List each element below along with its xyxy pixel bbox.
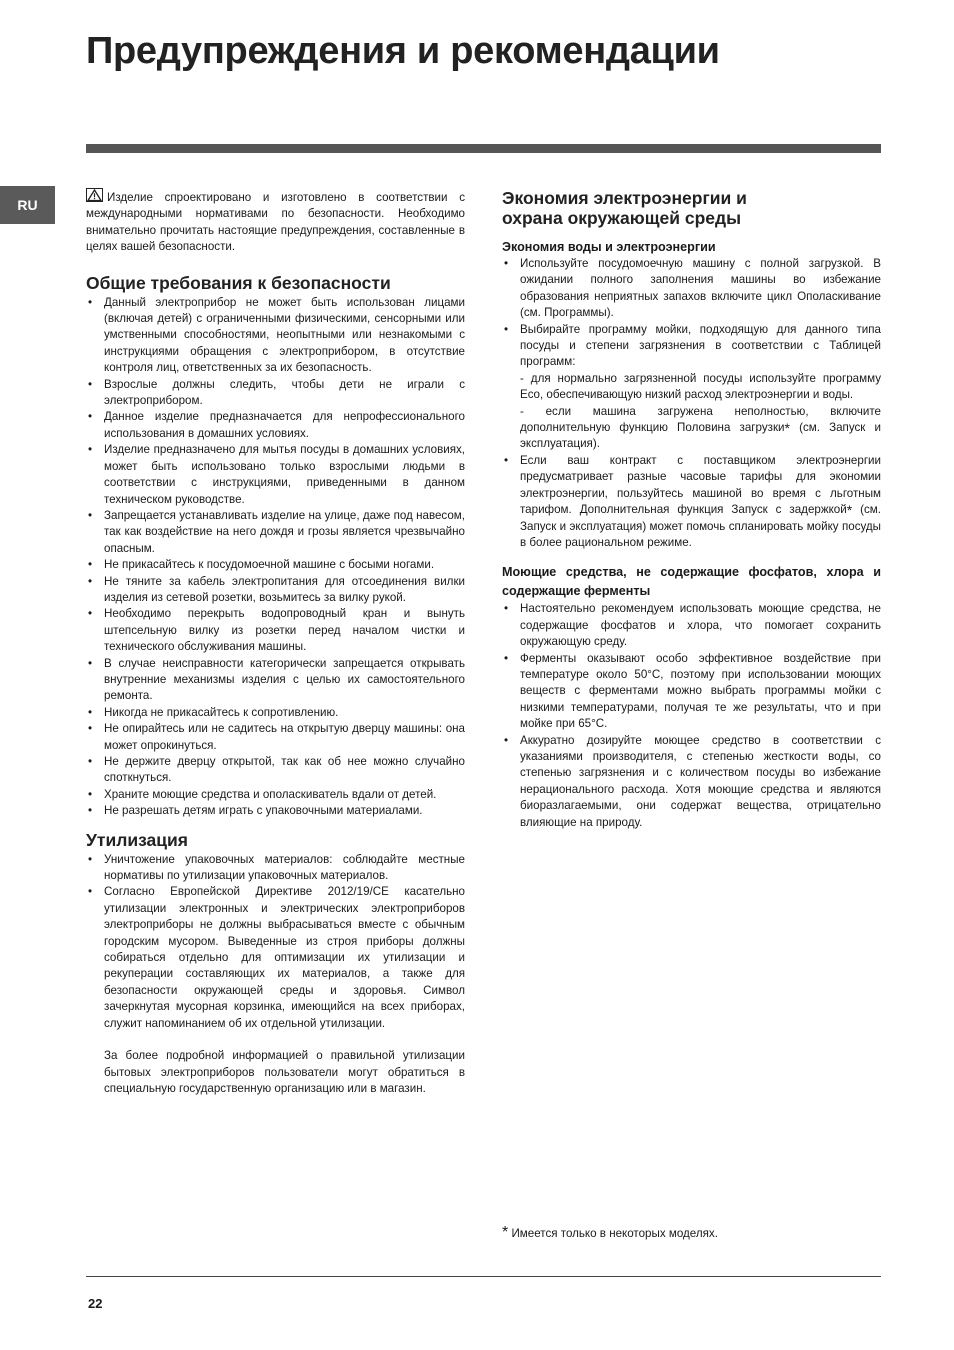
half-load-text: - если машина загружена неполностью, включите дополнительную функцию Половина загрузки <box>520 404 881 435</box>
disposal-item: • Согласно Европейской Директиве 2012/19/CE касательно утилизации электронных и электрических электроприборов электроприборы не должны выбрасываться вместе с обычным городским мусором. Выведенные из строя приборы должны собираться отдельно для оптимизации их утилизации и рекуперации составляющих их материалов, а также для безопасности окружающей среды и здоровья. Символ зачеркнутая мусорная корзинка, имеющийся на всех приборах, служит напоминанием об их отдельной утилизации. <box>86 884 465 1032</box>
safety-item: • Не опирайтесь или не садитесь на открытую дверцу машины: она может опрокинуться. <box>86 721 465 754</box>
water-item-sub <box>520 404 881 453</box>
safety-heading: Общие требования к безопасности <box>86 272 391 293</box>
asterisk-mark: * <box>784 420 790 437</box>
intro-text: Изделие спроектировано и изготовлено в соответствии с международными нормативами по безопасности. Необходимо внимательно прочитать настоящие предупреждения, составленные в целях вашей безопасности. <box>86 191 465 254</box>
header-rule <box>86 144 881 153</box>
language-tab: RU <box>0 186 55 224</box>
safety-item: • Не прикасайтесь к посудомоечной машине с босыми ногами. <box>86 557 465 573</box>
footnote-asterisk: * <box>502 1224 509 1241</box>
safety-item: • Храните моющие средства и ополаскиватель вдали от детей. <box>86 787 465 803</box>
water-list <box>502 256 881 551</box>
disposal-item: • Уничтожение упаковочных материалов: соблюдайте местные нормативы по утилизации упаковочных материалов. <box>86 852 465 885</box>
safety-item: • Данное изделие предназначается для непрофессионального использования в домашних условиях. <box>86 409 465 442</box>
safety-item: • Необходимо перекрыть водопроводный кран и вынуть штепсельную вилку из розетки перед началом чистки и технического обслуживания машины. <box>86 606 465 655</box>
safety-item: • Запрещается устанавливать изделие на улице, даже под навесом, так как воздействие на него дождя и грозы является чрезвычайно опасным. <box>86 508 465 557</box>
detergents-heading: Моющие средства, не содержащие фосфатов, хлора и содержащие ферменты <box>502 565 881 599</box>
water-item-main: Выбирайте программу мойки, подходящую для данного типа посуды и степени загрязнения в соответствии с Таблицей программ: <box>520 322 881 369</box>
safety-list <box>86 295 465 820</box>
half-load-ref: (см. Запуск и эксплуатация). <box>520 421 881 451</box>
page-title: Предупреждения и рекомендации <box>86 30 720 72</box>
safety-item: • Изделие предназначено для мытья посуды в домашних условиях, может быть использовано только взрослыми людьми в соответствии с инструкциями, приведенными в данном техническом руководстве. <box>86 442 465 508</box>
footnote-text: Имеется только в некоторых моделях. <box>511 1227 718 1240</box>
water-item <box>502 322 881 453</box>
footer-rule <box>86 1276 881 1277</box>
safety-item: • Взрослые должны следить, чтобы дети не играли с электроприбором. <box>86 377 465 410</box>
warning-icon <box>86 188 103 202</box>
detergents-list <box>502 601 881 831</box>
asterisk-mark: * <box>846 502 853 519</box>
detergents-item: • Настоятельно рекомендуем использовать моющие средства, не содержащие фосфатов и хлора, что помогает сохранить окружающую среду. <box>502 601 881 650</box>
disposal-extra: За более подробной информацией о правильной утилизации бытовых электроприборов пользователи могут обратиться в специальную государственную организацию или в магазин. <box>104 1049 465 1095</box>
disposal-heading: Утилизация <box>86 829 189 850</box>
right-column <box>502 188 881 831</box>
detergents-item: • Ферменты оказывают особо эффективное воздействие при температуре около 50°C, поэтому при использовании моющих веществ с ферментами можно выбрать программы мойки с низкими температурами, получая те же результаты, что и при мойке при 65°C. <box>502 651 881 733</box>
water-item: • Используйте посудомоечную машину с полной загрузкой. В ожидании полного заполнения машины во избежание образования неприятных запахов включите цикл Ополаскивание (см. Программы). <box>502 256 881 322</box>
energy-heading-line2: охрана окружающей среды <box>502 208 742 228</box>
safety-item: • В случае неисправности категорически запрещается открывать внутренние механизмы изделия с целью их самостоятельного ремонта. <box>86 656 465 705</box>
water-item-sub: - для нормально загрязненной посуды используйте программу Eco, обеспечивающую низкий расход электроэнергии и воды. <box>520 371 881 402</box>
safety-item: • Не разрешать детям играть с упаковочными материалами. <box>86 803 465 819</box>
safety-item: • Никогда не прикасайтесь к сопротивлению. <box>86 705 465 721</box>
safety-item: • Не держите дверцу открытой, так как об нее можно случайно споткнуться. <box>86 754 465 787</box>
page-number: 22 <box>88 1296 103 1311</box>
energy-heading <box>502 188 881 228</box>
safety-item: • Данный электроприбор не может быть использован лицами (включая детей) с ограниченными физическими, сенсорными или умственными способностями, неопытными или незнакомыми с инструкциями обращения с электроприбором, в отсутствие контроля лиц, ответственных за их безопасность. <box>86 295 465 377</box>
footnote <box>502 1224 718 1242</box>
tariff-ref: (см. Запуск и эксплуатация) может помочь спланировать мойку посуды в более рациональном режиме. <box>520 503 882 549</box>
tariff-text: Если ваш контракт с поставщиком электроэнергии предусматривает разные часовые тарифы для экономии электроэнергии, пользуйтесь машиной во время с льготным тарифом. Дополнительная функция Запуск с задержкой <box>520 453 881 517</box>
energy-heading-line1: Экономия электроэнергии и <box>502 188 747 208</box>
water-heading: Экономия воды и электроэнергии <box>502 240 716 254</box>
detergents-item: • Аккуратно дозируйте моющее средство в соответствии с указаниями производителя, с степенью жесткости воды, со степенью загрязнения и с количеством посуды во избежание нерационального расхода. Хотя моющие средства и являются биоразлагаемыми, они содержат вещества, отрицательно влияющие на природу. <box>502 733 881 831</box>
disposal-list <box>86 852 465 1032</box>
water-item <box>502 453 881 551</box>
intro-paragraph <box>86 188 465 256</box>
safety-item: • Не тяните за кабель электропитания для отсоединения вилки изделия из сетевой розетки, возьмитесь за вилку рукой. <box>86 574 465 607</box>
left-column <box>86 188 465 1097</box>
